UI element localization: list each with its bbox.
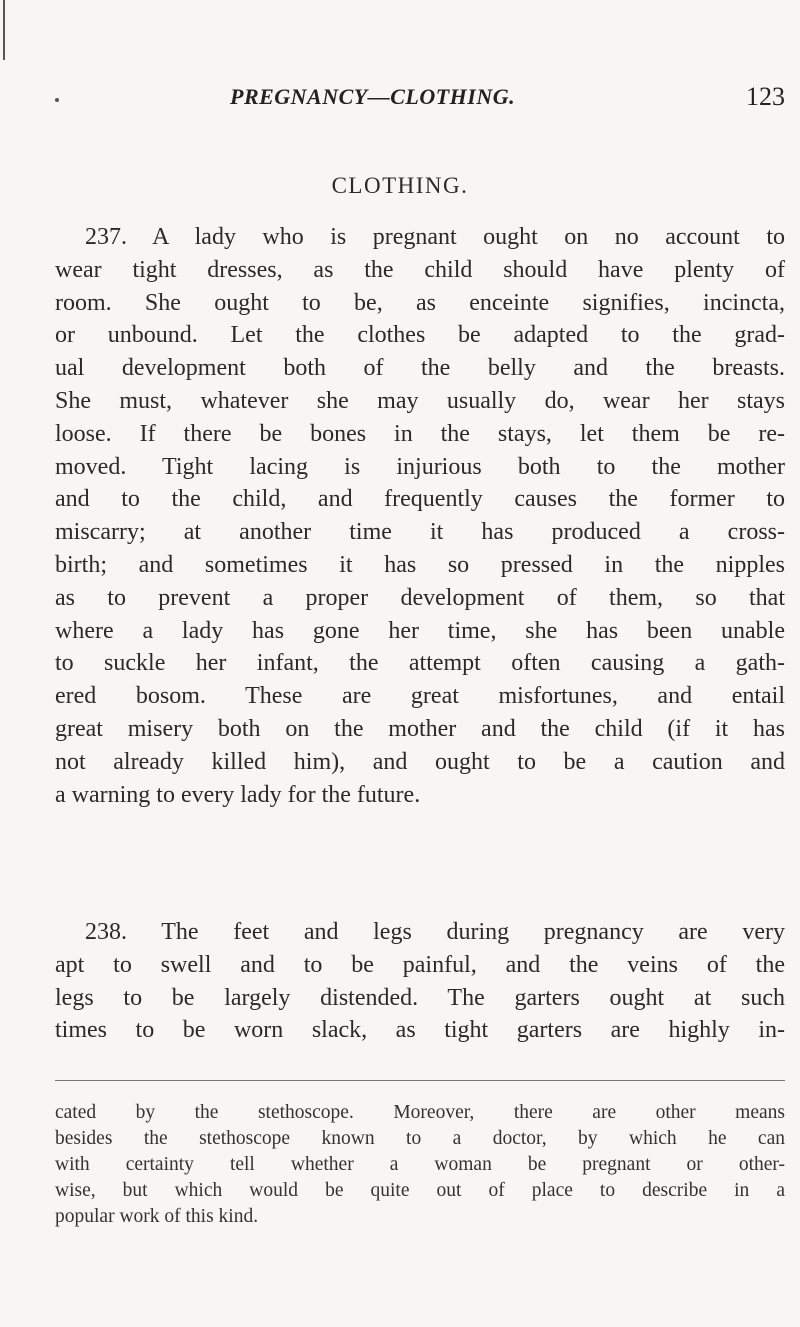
bullet-mark	[55, 98, 59, 102]
text-line: moved. Tight lacing is injurious both to the mother	[55, 453, 785, 480]
page-number: 123	[746, 82, 785, 111]
text-line: where a lady has gone her time, she has been unable	[55, 617, 785, 644]
paragraph-238	[55, 916, 785, 1047]
page-edge-line	[3, 0, 5, 60]
paragraph-237	[55, 221, 785, 811]
running-head	[55, 84, 785, 124]
footnote	[55, 1100, 785, 1230]
text-line: and to the child, and frequently causes the former to	[55, 486, 785, 513]
text-line: legs to be largely distended. The garters ought at such	[55, 984, 785, 1011]
text-line: ered bosom. These are great misfortunes, and entail	[55, 683, 785, 710]
footnote-divider	[55, 1080, 785, 1081]
text-line: a warning to every lady for the future.	[55, 781, 421, 808]
footnote-line: with certainty tell whether a woman be pregnant or other-	[55, 1154, 785, 1175]
text-line: wear tight dresses, as the child should have plenty of	[55, 256, 785, 283]
text-line: 238. The feet and legs during pregnancy are very	[85, 919, 785, 945]
text-line: loose. If there be bones in the stays, let them be re-	[55, 420, 785, 447]
section-heading: CLOTHING.	[331, 173, 469, 198]
text-line: not already killed him), and ought to be a caution and	[55, 748, 785, 775]
text-line: great misery both on the mother and the child (if it has	[55, 715, 785, 742]
footnote-line: wise, but which would be quite out of place to describe in a	[55, 1180, 785, 1201]
text-line: apt to swell and to be painful, and the veins of the	[55, 951, 785, 978]
text-line: birth; and sometimes it has so pressed in the nipples	[55, 551, 785, 578]
text-line: ual development both of the belly and the breasts.	[55, 355, 785, 382]
text-line: room. She ought to be, as enceinte signifies, incincta,	[55, 289, 785, 316]
text-line: She must, whatever she may usually do, wear her stays	[55, 387, 785, 414]
text-line: to suckle her infant, the attempt often causing a gath-	[55, 650, 785, 677]
text-line: or unbound. Let the clothes be adapted to the grad-	[55, 322, 785, 349]
text-line: miscarry; at another time it has produced a cross-	[55, 519, 785, 546]
text-line: 237. A lady who is pregnant ought on no account to	[85, 224, 785, 250]
footnote-line: cated by the stethoscope. Moreover, there are other means	[55, 1102, 785, 1123]
footnote-line: besides the stethoscope known to a doctor, by which he can	[55, 1128, 785, 1149]
text-line: as to prevent a proper development of them, so that	[55, 584, 785, 611]
text-line: times to be worn slack, as tight garters are highly in-	[55, 1017, 785, 1044]
running-title: PREGNANCY—CLOTHING.	[230, 84, 516, 109]
footnote-line: popular work of this kind.	[55, 1206, 259, 1227]
